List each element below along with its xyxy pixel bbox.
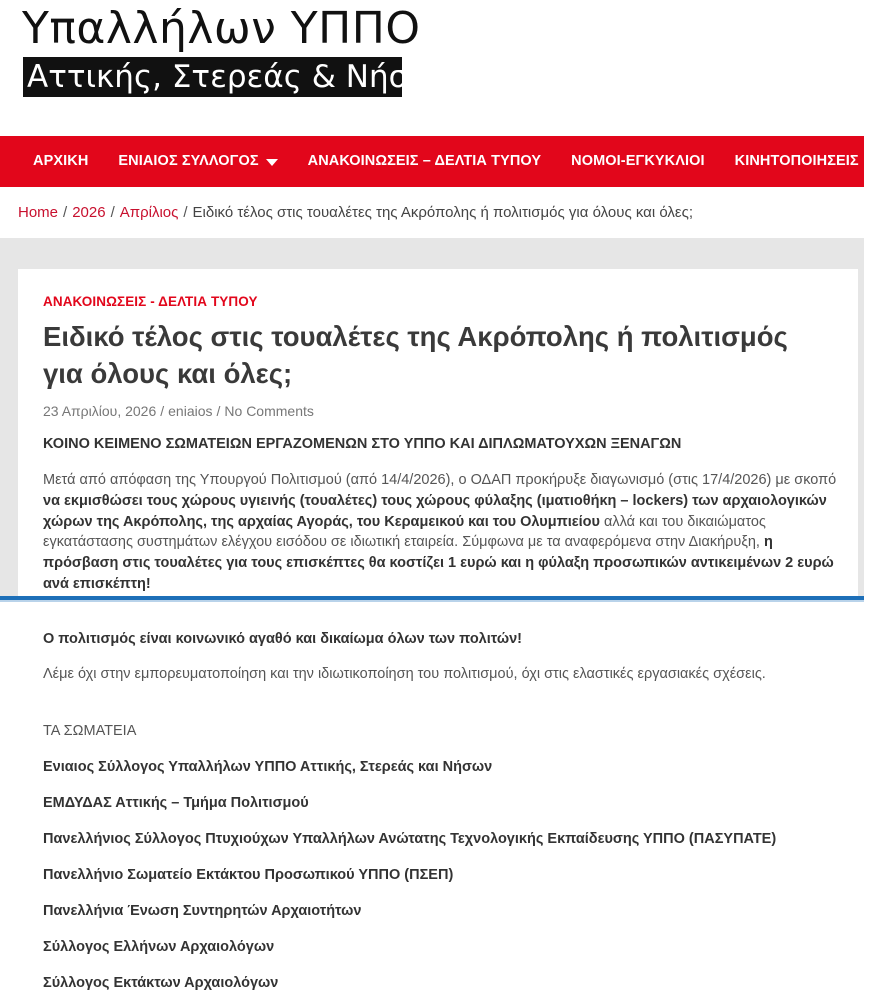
article-lead: ΚΟΙΝΟ ΚΕΙΜΕΝΟ ΣΩΜΑΤΕΙΩΝ ΕΡΓΑΖΟΜΕΝΩΝ ΣΤΟ ΥΠΠΟ ΚΑΙ ΔΙΠΛΩΜΑΤΟΥΧΩΝ ΞΕΝΑΓΩΝ: [43, 436, 682, 452]
nav-item-announcements[interactable]: [293, 136, 557, 187]
union-name: Πανελλήνιος Σύλλογος Πτυχιούχων Υπαλλήλων Ανώτατης Τεχνολογικής Εκπαίδευσης ΥΠΠΟ (ΠΑΣΥΠΑΤΕ): [43, 831, 777, 847]
nav-item-mobilizations[interactable]: [720, 136, 874, 187]
unions-heading: ΤΑ ΣΩΜΑΤΕΙΑ: [43, 723, 137, 739]
breadcrumb: [0, 187, 864, 238]
breadcrumb-separator: /: [110, 204, 115, 221]
screenshot-fold-shadow: [0, 600, 864, 602]
union-name: Πανελλήνια Ένωση Συντηρητών Αρχαιοτήτων: [43, 903, 362, 919]
site-logo-title[interactable]: Υπαλλήλων ΥΠΠΟ: [22, 3, 421, 54]
nav-item-label: ΚΙΝΗΤΟΠΟΙΗΣΕΙΣ: [734, 153, 859, 169]
nav-item-eniaios-syllogos[interactable]: [103, 136, 292, 187]
union-name: Σύλλογος Ελλήνων Αρχαιολόγων: [43, 939, 275, 955]
main-navigation: [0, 136, 864, 187]
no-commercialization-statement: Λέμε όχι στην εμπορευματοποίηση και την ιδιωτικοποίηση του πολιτισμού, όχι στις ελαστικές εργασιακές σχέσεις.: [43, 666, 766, 682]
article-author-link[interactable]: eniaios: [168, 403, 213, 419]
union-name: Σύλλογος Εκτάκτων Αρχαιολόγων: [43, 975, 279, 991]
union-name: ΕΜΔΥΔΑΣ Αττικής – Τμήμα Πολιτισμού: [43, 795, 309, 811]
article-meta: 23 Απριλίου, 2026 / eniaios / No Comments: [43, 403, 314, 419]
breadcrumb-month-link[interactable]: Απρίλιος: [119, 204, 179, 221]
site-header: [0, 0, 864, 136]
union-name: Πανελλήνιο Σωματείο Εκτάκτου Προσωπικού ΥΠΠΟ (ΠΣΕΠ): [43, 867, 454, 883]
breadcrumb-home-link[interactable]: Home: [18, 204, 59, 221]
nav-item-laws[interactable]: [556, 136, 719, 187]
breadcrumb-separator: /: [183, 204, 188, 221]
article-title: Ειδικό τέλος στις τουαλέτες της Ακρόπολης ή πολιτισμός για όλους και όλες;: [43, 321, 788, 389]
nav-item-label: ΕΝΙΑΙΟΣ ΣΥΛΛΟΓΟΣ: [118, 153, 259, 169]
article-date-link[interactable]: 23 Απριλίου, 2026: [43, 403, 157, 419]
paragraph-bold-text: η πρόσβαση στις τουαλέτες για τους επισκέπτες θα κοστίζει 1 ευρώ και η φύλαξη προσωπικών αντικειμένων 2 ευρώ ανά επισκέπτη!: [43, 534, 834, 592]
nav-item-label: ΑΡΧΙΚΗ: [33, 153, 89, 169]
paragraph-text: αλλά και του δικαιώματος εγκατάστασης συστημάτων ελέγχου εισόδου σε ιδιωτική εταιρεία. Σύμφωνα με τα αναφερόμενα στην Διακήρυξη,: [43, 513, 766, 551]
paragraph-text: Μετά από απόφαση της Υπουργού Πολιτισμού (από 14/4/2026), ο ΟΔΑΠ προκήρυξε διαγωνισμό (στις 17/4/2026) με σκοπό: [43, 472, 837, 488]
union-name: Ενιαιος Σύλλογος Υπαλλήλων ΥΠΠΟ Αττικής, Στερεάς και Νήσων: [43, 759, 493, 775]
site-logo-subtitle[interactable]: Αττικής, Στερεάς & Νήσων: [23, 57, 402, 97]
nav-item-label: ΑΝΑΚΟΙΝΩΣΕΙΣ – ΔΕΛΤΙΑ ΤΥΠΟΥ: [307, 153, 542, 169]
article-category-link[interactable]: ΑΝΑΚΟΙΝΩΣΕΙΣ - ΔΕΛΤΙΑ ΤΥΠΟΥ: [43, 294, 258, 309]
article-comments-link[interactable]: No Comments: [224, 403, 314, 419]
chevron-down-icon: [266, 159, 278, 166]
breadcrumb-year-link[interactable]: 2026: [72, 204, 106, 221]
nav-item-home[interactable]: [0, 136, 103, 187]
nav-item-label: ΝΟΜΟΙ-ΕΓΚΥΚΛΙΟΙ: [571, 153, 705, 169]
breadcrumb-current: Ειδικό τέλος στις τουαλέτες της Ακρόπολης ή πολιτισμός για όλους και όλες;: [192, 204, 693, 221]
paragraph-bold-text: να εκμισθώσει τους χώρους υγιεινής (τουαλέτες) τους χώρους φύλαξης (ιματιοθήκη – lockers) των αρχαιολογικών χώρων της Ακρόπολης, της αρχαίας Αγοράς, του Κεραμεικού και του Ολυμπιείου: [43, 492, 827, 530]
article-paragraph: [43, 470, 838, 594]
culture-statement: Ο πολιτισμός είναι κοινωνικό αγαθό και δικαίωμα όλων των πολιτών!: [43, 631, 522, 647]
breadcrumb-separator: /: [63, 204, 68, 221]
